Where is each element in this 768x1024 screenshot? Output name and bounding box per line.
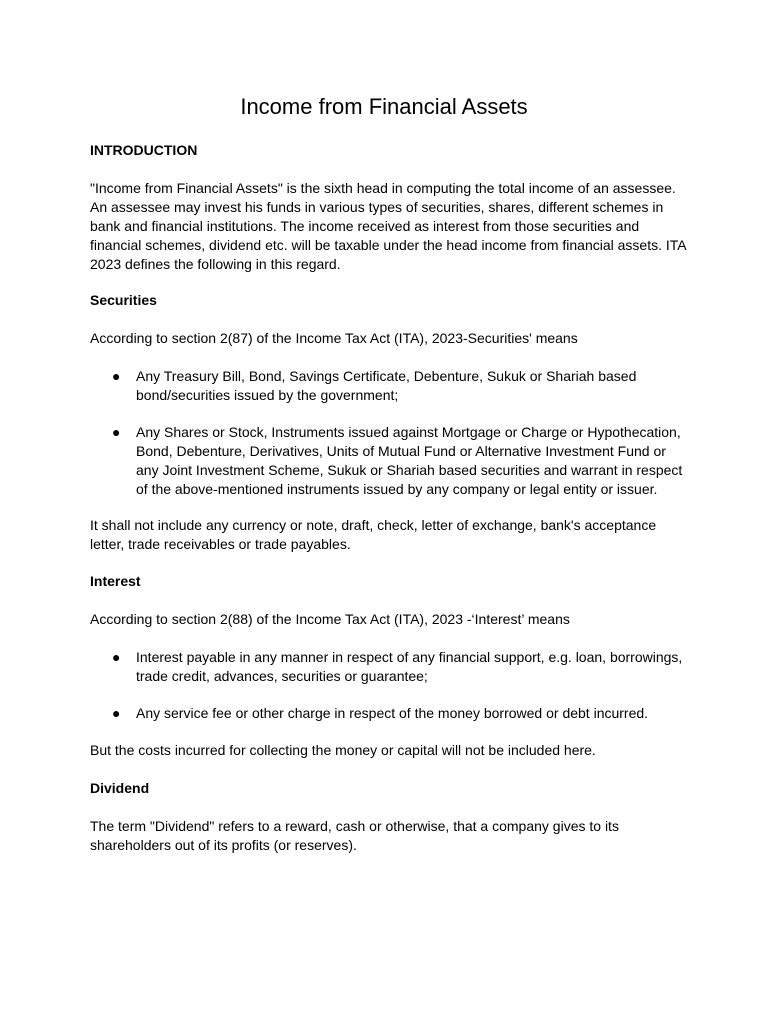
- interest-intro-paragraph: According to section 2(88) of the Income Tax Act (ITA), 2023 -‘Interest’ means: [90, 611, 570, 627]
- bullet-marker: ●: [112, 649, 121, 665]
- introduction-paragraph: "Income from Financial Assets" is the sixth head in computing the total income of an assessee. An assessee may invest his funds in various types of securities, shares, different schemes in bank and financial institutions. The income received as interest from those securities and financial schemes, dividend etc. will be taxable under the head income from financial assets. ITA 2023 defines the following in this regard.: [90, 180, 686, 272]
- interest-bullet-2: Any service fee or other charge in respect of the money borrowed or debt incurred.: [136, 705, 649, 721]
- interest-heading: Interest: [90, 573, 141, 589]
- document-title: Income from Financial Assets: [240, 94, 528, 119]
- bullet-marker: ●: [112, 705, 121, 721]
- interest-bullet-1: Interest payable in any manner in respect of any financial support, e.g. loan, borrowings, trade credit, advances, securities or guarantee;: [136, 649, 683, 684]
- dividend-heading: Dividend: [90, 780, 150, 796]
- securities-exclusion-paragraph: It shall not include any currency or note, draft, check, letter of exchange, bank's acceptance letter, trade receivables or trade payables.: [90, 517, 657, 552]
- interest-exclusion-paragraph: But the costs incurred for collecting the money or capital will not be included here.: [90, 742, 596, 758]
- introduction-heading: INTRODUCTION: [90, 142, 198, 158]
- bullet-marker: ●: [112, 368, 121, 384]
- dividend-paragraph: The term "Dividend" refers to a reward, cash or otherwise, that a company gives to its shareholders out of its profits (or reserves).: [90, 818, 619, 853]
- securities-heading: Securities: [90, 292, 157, 308]
- securities-bullet-1: Any Treasury Bill, Bond, Savings Certificate, Debenture, Sukuk or Shariah based bond/securities issued by the government;: [136, 368, 637, 403]
- securities-intro-paragraph: According to section 2(87) of the Income Tax Act (ITA), 2023-Securities' means: [90, 330, 578, 346]
- bullet-marker: ●: [112, 424, 121, 440]
- securities-bullet-2: Any Shares or Stock, Instruments issued against Mortgage or Charge or Hypothecation, Bond, Debenture, Derivatives, Units of Mutual Fund or Alternative Investment Fund or any Joint Investment Scheme, Sukuk or Shariah based securities and warrant in respect of the above-mentioned instruments issued by any company or legal entity or issuer.: [136, 424, 683, 497]
